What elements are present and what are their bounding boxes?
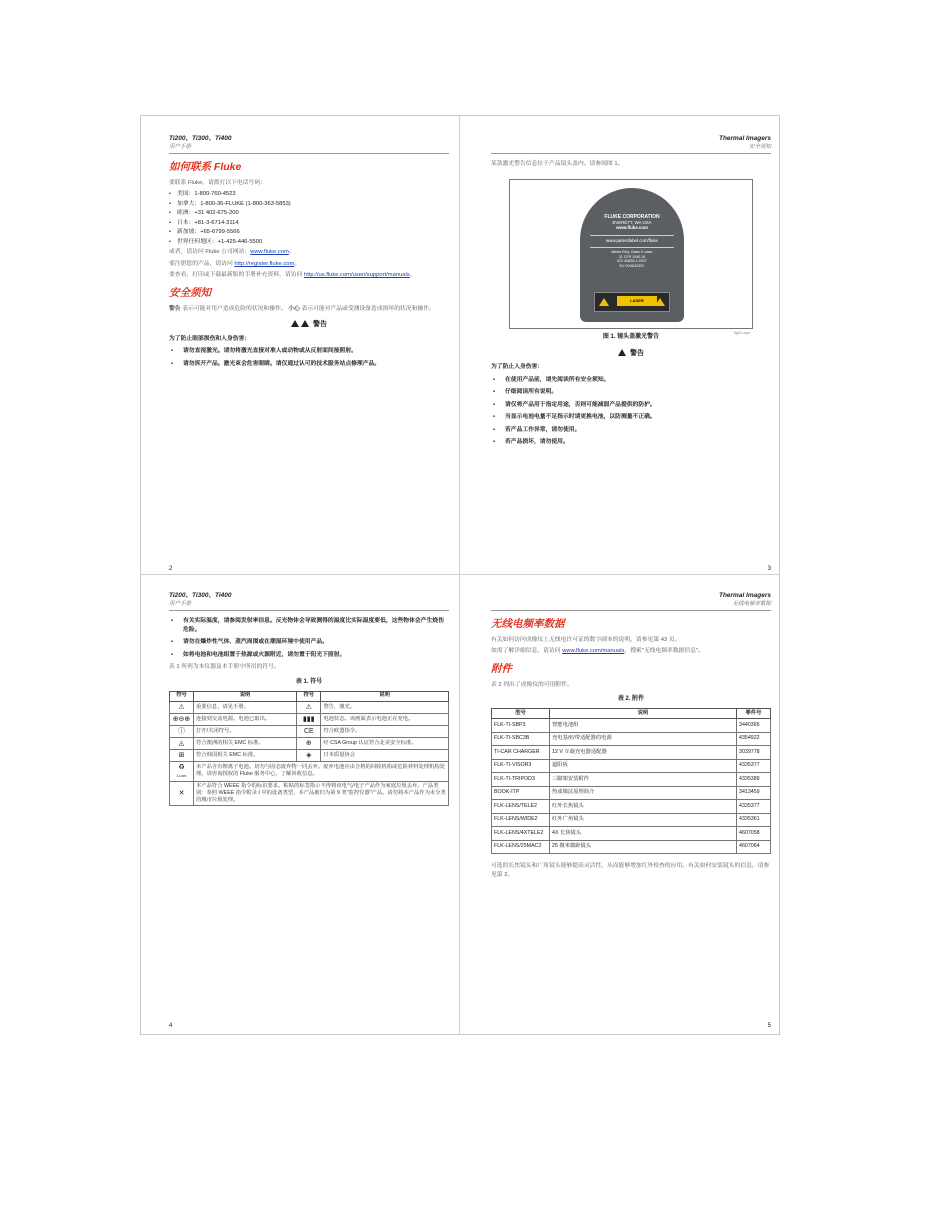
model-cell: TI-CAR CHARGER bbox=[492, 746, 550, 760]
label-small-2: 21 CFR 1040.10 bbox=[618, 254, 646, 259]
symbols-intro: 表 1 所列为本仪器及本手册中所用的符号。 bbox=[169, 664, 280, 670]
rf-heading: 无线电频率数据 bbox=[491, 618, 565, 630]
model-cell: FLK-TI-TRIPOD3 bbox=[492, 773, 550, 787]
page-header bbox=[169, 134, 449, 154]
caution-label: 小心 bbox=[288, 305, 300, 312]
header-title: Thermal Imagers bbox=[718, 592, 771, 599]
col-model: 型号 bbox=[492, 709, 550, 719]
manual-sheet bbox=[140, 115, 780, 1035]
figure-1 bbox=[509, 179, 753, 335]
power-icon: ⓘ bbox=[178, 727, 185, 735]
desc-cell: 经 CSA Group 认证符合北美安全标准。 bbox=[321, 737, 449, 749]
recycle-icon: ♻ bbox=[178, 763, 185, 771]
register-link[interactable]: http://register.fluke.com bbox=[234, 260, 295, 267]
desc-cell: 符合韩国相关 EMC 标准。 bbox=[194, 749, 297, 761]
accessories-intro: 表 2 列出了成像仪的可用附件。 bbox=[491, 681, 573, 688]
recycle-label: Li-ion bbox=[176, 772, 187, 778]
label-separator bbox=[590, 235, 674, 236]
list-item: • 加拿大：1-800-36-FLUKE (1-800-363-5853) bbox=[169, 200, 449, 209]
desc-cell: 红外长焦镜头 bbox=[550, 800, 737, 814]
list-item: • 日本：+81-3-6714-3114 bbox=[169, 219, 449, 228]
col-desc: 说明 bbox=[321, 691, 449, 701]
symbol-cell bbox=[170, 781, 194, 805]
weee-bin-icon: ✕ bbox=[178, 789, 185, 797]
page-header bbox=[169, 591, 449, 611]
symbol-cell bbox=[170, 701, 194, 713]
page-2 bbox=[169, 134, 449, 574]
laser-warning-icon: ⚠ bbox=[305, 703, 312, 711]
list-item: • 仔细阅读所有说明。 bbox=[491, 388, 771, 397]
header-subtitle: 无线电频率数据 bbox=[732, 601, 771, 607]
table-row bbox=[492, 827, 771, 841]
warning-heading bbox=[169, 320, 449, 331]
desc-cell: 符合欧盟指令。 bbox=[321, 725, 449, 737]
desc-cell: 三脚架安装附件 bbox=[550, 773, 737, 787]
part-cell: 4335377 bbox=[737, 800, 771, 814]
symbol-cell bbox=[297, 749, 321, 761]
laser-warning-icon bbox=[655, 298, 665, 306]
warning-triangle-icon bbox=[618, 349, 626, 356]
page-header bbox=[491, 134, 771, 154]
label-patent: www.patentlabel.com/fluke bbox=[606, 237, 658, 243]
warning-intro: 为了防止人身伤害： bbox=[491, 364, 544, 370]
symbol-cell bbox=[170, 713, 194, 725]
manual-text: 要查看、打印或下载最新版的手册补充资料，请访问 bbox=[169, 272, 303, 279]
battery-icon: ▮▮▮ bbox=[303, 715, 315, 723]
figure-caption: 图 1. 镜头盖激光警告 bbox=[602, 333, 660, 340]
table-row bbox=[170, 701, 449, 713]
manual-line: 要查看、打印或下载最新版的手册补充资料，请访问 http://us.fluke.com/usen/support/manuals。 bbox=[169, 272, 416, 279]
symbol-cell bbox=[170, 737, 194, 749]
table-caption: 表 1. 符号 bbox=[295, 678, 323, 685]
part-cell: 4335377 bbox=[737, 759, 771, 773]
symbol-cell bbox=[170, 725, 194, 737]
rf-text: 有关如何访问成像仪上无线电许可证的数字副本的说明，请参见第 43 页。 bbox=[491, 636, 681, 643]
page-header bbox=[491, 591, 771, 611]
rf-link-line bbox=[491, 647, 771, 656]
safety-heading: 安全须知 bbox=[169, 286, 211, 299]
table-row bbox=[492, 759, 771, 773]
list-item: • 新加坡：+65-6799-5566 bbox=[169, 228, 449, 237]
laser-text-box bbox=[617, 296, 657, 306]
label-city: EVERETT, WA USA bbox=[612, 219, 652, 225]
caution-icon: ⚠ bbox=[178, 703, 185, 711]
desc-cell: 红外广角镜头 bbox=[550, 813, 737, 827]
label-small-4: EU 2006/42/EC bbox=[619, 263, 645, 268]
list-item: • 若产品工作异常，请勿使用。 bbox=[491, 426, 771, 435]
laser-warning-icon bbox=[599, 298, 609, 306]
part-cell: 4607058 bbox=[737, 827, 771, 841]
website-link[interactable]: www.fluke.com bbox=[250, 249, 289, 256]
desc-cell: 25 微米微距镜头 bbox=[550, 840, 737, 854]
col-desc: 说明 bbox=[194, 691, 297, 701]
list-item: • 在使用产品前，请先阅读所有安全须知。 bbox=[491, 376, 771, 385]
figure-intro: 某款激光警告信息位于产品镜头盖内。请参阅图 1。 bbox=[491, 161, 624, 167]
table-row bbox=[492, 773, 771, 787]
table-row bbox=[170, 781, 449, 805]
model-cell: FLK-LENS/TELE2 bbox=[492, 800, 550, 814]
warning-list bbox=[169, 617, 449, 659]
ce-mark-icon: CE bbox=[303, 727, 314, 735]
contact-heading: 如何联系 Fluke bbox=[169, 161, 242, 173]
col-part: 零件号 bbox=[737, 709, 771, 719]
col-symbol: 符号 bbox=[170, 691, 194, 701]
page-number: 3 bbox=[767, 566, 771, 572]
manuals-link[interactable]: www.fluke.com/manuals bbox=[562, 648, 625, 655]
header-title: Ti200、Ti300、Ti400 bbox=[169, 592, 232, 599]
part-cell: 4607064 bbox=[737, 840, 771, 854]
warning-heading-text: 警告 bbox=[629, 349, 644, 357]
figure-reference: fig01.eps bbox=[733, 329, 750, 335]
symbols-table bbox=[169, 691, 449, 806]
header-title: Thermal Imagers bbox=[718, 135, 771, 142]
laser-triangle-icon bbox=[301, 320, 309, 327]
model-cell: FLK-LENS/4XTELE2 bbox=[492, 827, 550, 841]
desc-cell: 4X 长焦镜头 bbox=[550, 827, 737, 841]
table-row bbox=[492, 786, 771, 800]
desc-cell: 警告，激光。 bbox=[321, 701, 449, 713]
list-item: • 美国：1-800-760-4523 bbox=[169, 190, 449, 199]
desc-cell: 热成像法原理简介 bbox=[550, 786, 737, 800]
col-desc: 说明 bbox=[550, 709, 737, 719]
page-divider-vertical bbox=[459, 116, 460, 1034]
table-row bbox=[170, 713, 449, 725]
desc-cell: 打开/关闭符号。 bbox=[194, 725, 297, 737]
page-5 bbox=[491, 591, 771, 1031]
manual-link[interactable]: http://us.fluke.com/usen/support/manuals bbox=[303, 272, 410, 279]
model-cell: FLK-LENS/25MAC2 bbox=[492, 840, 550, 854]
header-subtitle: 安全须知 bbox=[748, 144, 771, 150]
list-item: • 请勿直视激光。请勿将激光直接对准人或动物或从反射面间接照射。 bbox=[169, 347, 449, 356]
table-row bbox=[170, 749, 449, 761]
page-divider-horizontal bbox=[141, 574, 779, 575]
header-subtitle: 用户手册 bbox=[169, 144, 192, 150]
table-row bbox=[492, 800, 771, 814]
warning-label: 警告 bbox=[169, 305, 181, 312]
page-number: 2 bbox=[169, 566, 173, 572]
header-subtitle: 用户手册 bbox=[169, 601, 192, 607]
part-cell: 4354922 bbox=[737, 732, 771, 746]
page-number: 4 bbox=[169, 1023, 173, 1029]
part-cell: 3039778 bbox=[737, 746, 771, 760]
desc-cell: 电池状态。该画面表示电池正在充电。 bbox=[321, 713, 449, 725]
list-item: • 欧洲：+31 402-675-200 bbox=[169, 209, 449, 218]
label-small-3: IEC 60825-1:2007 bbox=[617, 259, 647, 263]
header-title: Ti200、Ti300、Ti400 bbox=[169, 135, 232, 142]
website-line: 或者，请访问 Fluke 公司网站：www.fluke.com。 bbox=[169, 249, 295, 256]
model-cell: BOOK-ITP bbox=[492, 786, 550, 800]
list-item: • 请仅将产品用于指定用途，否则可能减弱产品提供的防护。 bbox=[491, 401, 771, 410]
table-row bbox=[492, 732, 771, 746]
page-number: 5 bbox=[767, 1023, 771, 1029]
list-item: • 如将电池和电池组置于热源或火源附近，请勿置于阳光下照射。 bbox=[169, 651, 449, 660]
kc-mark-icon: ⊞ bbox=[178, 751, 185, 759]
desc-cell: 智能电池组 bbox=[550, 719, 737, 733]
part-cell: 3413459 bbox=[737, 786, 771, 800]
contact-list bbox=[169, 190, 449, 246]
warning-text: 表示可能对用户造成危险的状况和操作。 bbox=[182, 305, 287, 312]
desc-cell: 连接到交流电源。电池已取出。 bbox=[194, 713, 297, 725]
model-cell: FLK-TI-SBC3B bbox=[492, 732, 550, 746]
model-cell: FLK-TI-VISOR3 bbox=[492, 759, 550, 773]
label-small-1: Meets Req. Class II Laser bbox=[611, 250, 653, 254]
desc-cell: 日本质量协会 bbox=[321, 749, 449, 761]
part-cell: 3440365 bbox=[737, 719, 771, 733]
ctick-icon: ◬ bbox=[178, 739, 185, 747]
desc-cell: 本产品符合 WEEE 指令的标识要求。粘贴的标签指示不得将该电气/电子产品作为家庭垃圾丢弃。产品类别：参照 WEEE 指令附录 I 中的设备类型，本产品被归为第 9 类"监控仪器"产品。请勿将本产品作为未分类的城市垃圾处理。 bbox=[194, 781, 449, 805]
caution-text: 表示可能对产品或受测设备造成损坏的状况和操作。 bbox=[301, 305, 435, 312]
warning-triangle-icon bbox=[291, 320, 299, 327]
list-item: • 世界任何地区：+1-425-446-5500 bbox=[169, 238, 449, 247]
label-web: www.fluke.com bbox=[616, 225, 648, 230]
csa-mark-icon: ⊕ bbox=[305, 739, 312, 747]
part-cell: 4335389 bbox=[737, 773, 771, 787]
table-row bbox=[170, 725, 449, 737]
table-header-row bbox=[170, 691, 449, 701]
list-item: • 当显示电池电量不足指示时请更换电池，以防测量不正确。 bbox=[491, 413, 771, 422]
accessories-table bbox=[491, 708, 771, 854]
lens-cap-label bbox=[580, 188, 684, 322]
desc-cell: 本产品含有锂离子电池。切勿与固态废弃物一同丢弃。废弃电池应由合格的回收机构或危险材料处理机构处理。请咨询授权的 Fluke 服务中心，了解回收信息。 bbox=[194, 761, 449, 781]
list-item: • 请勿在爆炸性气体、蒸汽周围或在潮湿环境中使用产品。 bbox=[169, 638, 449, 647]
model-cell: FLK-TI-SBP3 bbox=[492, 719, 550, 733]
warning-list bbox=[169, 347, 449, 368]
website-prefix: 或者，请访问 Fluke 公司网站： bbox=[169, 249, 251, 256]
list-item: • 请勿拆开产品。激光束会危害眼睛。请仅通过认可的技术服务站点修理产品。 bbox=[169, 360, 449, 369]
label-separator bbox=[590, 247, 674, 248]
ac-power-icon: ⊕⊖⊕ bbox=[172, 715, 191, 723]
symbol-cell bbox=[170, 761, 194, 781]
contact-intro: 要联系 Fluke，请拨打以下电话号码： bbox=[169, 179, 266, 186]
table-row bbox=[170, 761, 449, 781]
register-line: 要注册您的产品，请访问 http://register.fluke.com。 bbox=[169, 260, 301, 267]
desc-cell: 遮阳板 bbox=[550, 759, 737, 773]
model-cell: FLK-LENS/WIDE2 bbox=[492, 813, 550, 827]
symbol-cell bbox=[297, 701, 321, 713]
label-company: FLUKE CORPORATION bbox=[604, 213, 660, 220]
page-3 bbox=[491, 134, 771, 574]
rf-link-suffix: ，搜索"无线电频率数据信息"。 bbox=[624, 648, 704, 655]
warning-list bbox=[491, 376, 771, 447]
table-caption: 表 2. 附件 bbox=[617, 696, 645, 702]
desc-cell: 重要信息，请见手册。 bbox=[194, 701, 297, 713]
safety-definitions bbox=[169, 305, 449, 314]
list-item: • 若产品损坏，请勿使用。 bbox=[491, 438, 771, 447]
table-row bbox=[492, 813, 771, 827]
laser-warning-sticker bbox=[594, 292, 670, 312]
symbol-cell bbox=[297, 725, 321, 737]
table-row bbox=[492, 746, 771, 760]
warning-intro: 为了防止眼部损伤和人身伤害： bbox=[169, 335, 251, 342]
table-row bbox=[170, 737, 449, 749]
symbol-cell bbox=[297, 737, 321, 749]
register-prefix: 要注册您的产品，请访问 bbox=[169, 260, 233, 267]
table-header-row bbox=[492, 709, 771, 719]
page-4 bbox=[169, 591, 449, 1031]
laser-text: LASER bbox=[630, 297, 644, 303]
lens-note: 可选的长焦镜头和广角镜头能够提高灵活性，从而能够增加红外检查的应用。有关如何安装镜头的信息，请参见第 2。 bbox=[491, 863, 770, 878]
part-cell: 4335361 bbox=[737, 813, 771, 827]
warning-heading-text: 警告 bbox=[312, 321, 327, 328]
symbol-cell bbox=[170, 749, 194, 761]
symbol-cell bbox=[297, 713, 321, 725]
desc-cell: 充电基座/带适配器的电源 bbox=[550, 732, 737, 746]
desc-cell: 12 V 车载充电器适配器 bbox=[550, 746, 737, 760]
table-row bbox=[492, 719, 771, 733]
desc-cell: 符合澳洲的相关 EMC 标准。 bbox=[194, 737, 297, 749]
accessories-heading: 附件 bbox=[491, 662, 512, 675]
col-symbol: 符号 bbox=[297, 691, 321, 701]
list-item: • 有关实际温度，请参阅发射率信息。反光物体会导致测得的温度比实际温度要低，这些物体会产生烧伤危险。 bbox=[169, 617, 449, 634]
warning-heading bbox=[491, 349, 771, 360]
rf-link-prefix: 如需了解详细信息，请访问 bbox=[491, 648, 561, 655]
table-row bbox=[492, 840, 771, 854]
jqa-mark-icon: ◈ bbox=[306, 751, 312, 759]
